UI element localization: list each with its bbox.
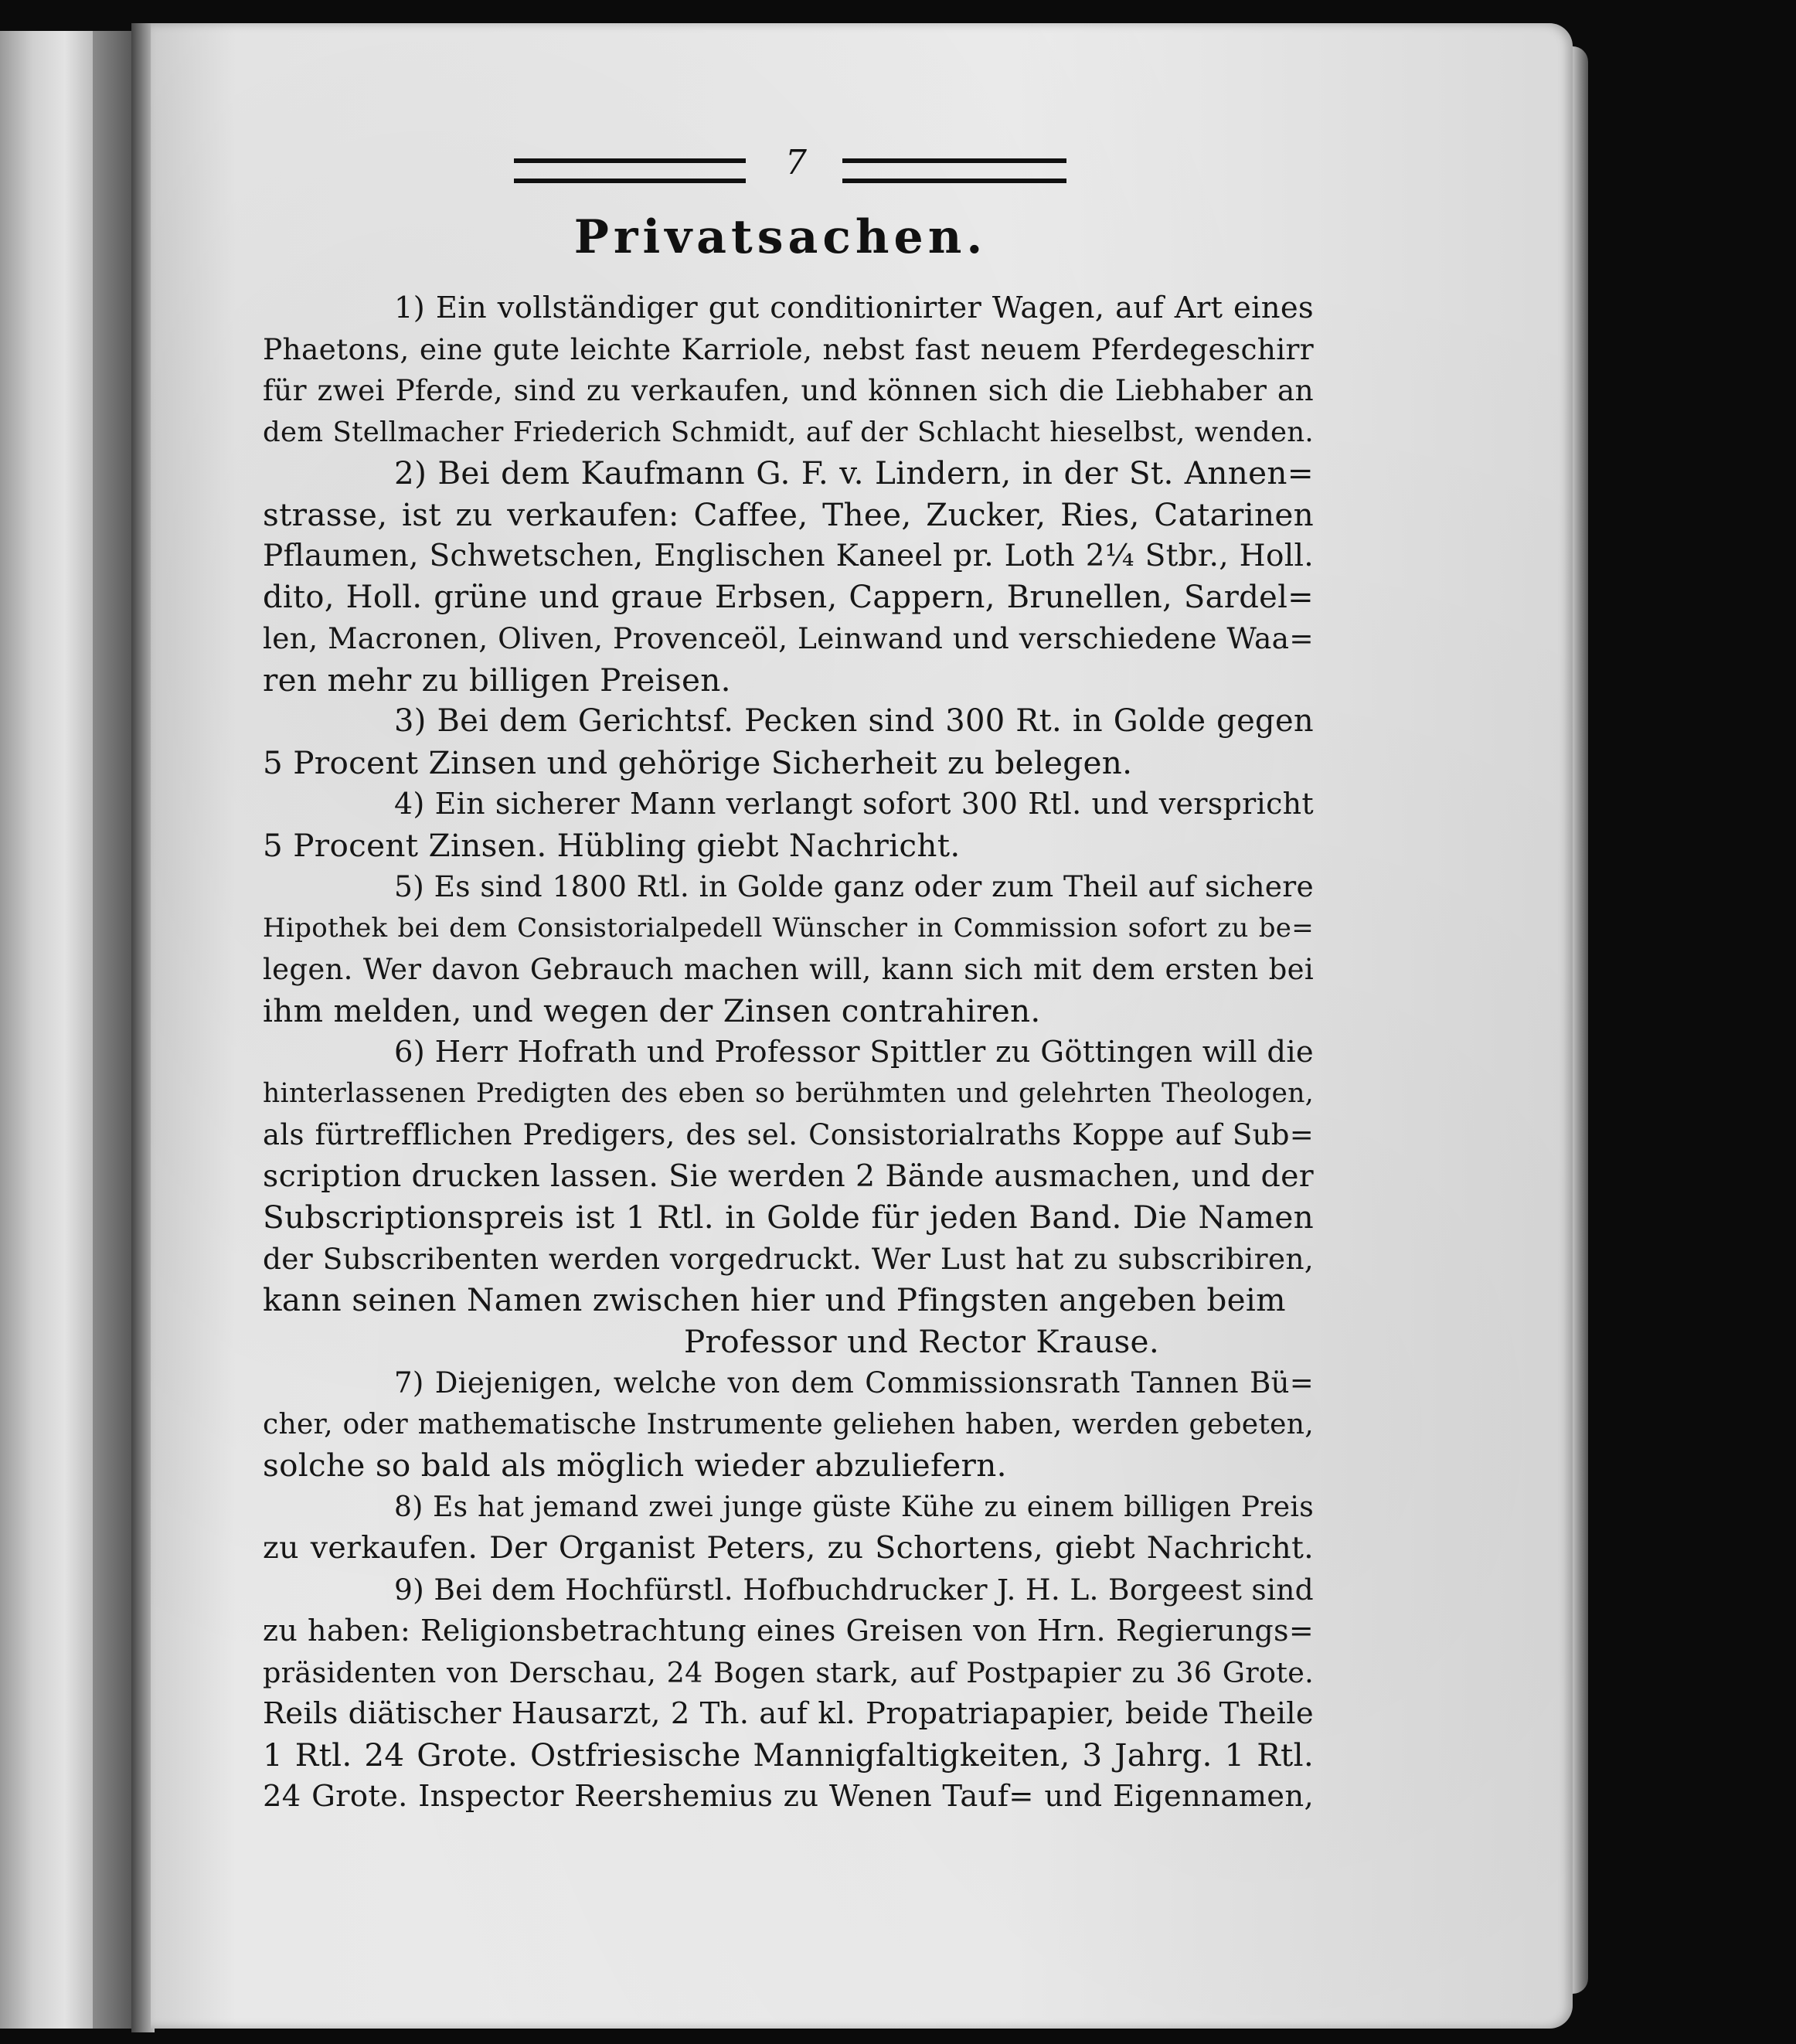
left-page-edge <box>0 31 93 2029</box>
paragraph-8 <box>263 1487 1314 1570</box>
text-line: ren mehr zu billigen Preisen. <box>263 661 731 699</box>
text-line: präsidenten von Derschau, 24 Bogen stark, auf Postpapier zu 36 Grote. <box>263 1655 1314 1689</box>
text-line: 7) Diejenigen, welche von dem Commissionsrath Tannen Bü= <box>394 1366 1314 1400</box>
paragraph-5 <box>263 866 1314 1032</box>
left-page-shadow <box>93 31 131 2029</box>
text-line: len, Macronen, Oliven, Provenceöl, Leinwand und verschiedene Waa= <box>263 621 1314 655</box>
text-line: 5 Procent Zinsen. Hübling giebt Nachricht. <box>263 826 961 864</box>
text-line: Reils diätischer Hausarzt, 2 Th. auf kl. Propatriapapier, beide Theile <box>263 1696 1314 1731</box>
text-line: 24 Grote. Inspector Reershemius zu Wenen Tauf= und Eigennamen, <box>263 1779 1314 1814</box>
body-text <box>263 287 1314 1818</box>
text-line: 2) Bei dem Kaufmann G. F. v. Lindern, in der St. Annen= <box>394 454 1314 491</box>
text-line: dito, Holl. grüne und graue Erbsen, Cappern, Brunellen, Sardel= <box>263 579 1314 615</box>
text-line: scription drucken lassen. Sie werden 2 Bände ausmachen, und der <box>263 1158 1314 1194</box>
text-line: der Subscribenten werden vorgedruckt. Wer Lust hat zu subscribiren, <box>263 1241 1314 1276</box>
text-line: 6) Herr Hofrath und Professor Spittler zu Göttingen will die <box>394 1035 1315 1070</box>
paragraph-3 <box>263 701 1314 784</box>
text-line: zu haben: Religionsbetrachtung eines Greisen von Hrn. Regierungs= <box>263 1614 1314 1648</box>
text-line: dem Stellmacher Friederich Schmidt, auf der Schlacht hieselbst, wenden. <box>263 416 1314 448</box>
text-line: Subscriptionspreis ist 1 Rtl. in Golde für jeden Band. Die Namen <box>263 1199 1314 1236</box>
page-right-edge <box>1573 46 1588 1994</box>
text-line: 8) Es hat jemand zwei junge güste Kühe zu einem billigen Preis <box>394 1491 1314 1523</box>
page-number: 7 <box>785 143 807 182</box>
text-line: Pflaumen, Schwetschen, Englischen Kaneel pr. Loth 2¼ Stbr., Holl. <box>263 539 1314 573</box>
text-line: Phaetons, eine gute leichte Karriole, nebst fast neuem Pferdegeschirr <box>263 332 1314 366</box>
section-title: Privatsachen. <box>573 210 988 264</box>
text-line: 5 Procent Zinsen und gehörige Sicherheit zu belegen. <box>263 743 1133 781</box>
text-line: als fürtrefflichen Predigers, des sel. Consistorialraths Koppe auf Sub= <box>263 1118 1314 1151</box>
text-line: 5) Es sind 1800 Rtl. in Golde ganz oder zum Theil auf sichere <box>394 869 1314 903</box>
text-line: strasse, ist zu verkaufen: Caffee, Thee, Zucker, Ries, Catarinen <box>263 495 1314 533</box>
text-line: kann seinen Namen zwischen hier und Pfingsten angeben beim <box>263 1281 1286 1318</box>
text-line: 9) Bei dem Hochfürstl. Hofbuchdrucker J. H. L. Borgeest sind <box>394 1572 1314 1607</box>
header-rule-left <box>514 158 746 183</box>
paragraph-1 <box>263 287 1314 453</box>
text-line: Hipothek bei dem Consistorialpedell Wünscher in Commission sofort zu be= <box>263 912 1314 944</box>
text-line: 4) Ein sicherer Mann verlangt sofort 300 Rtl. und verspricht <box>394 787 1314 821</box>
text-line: legen. Wer davon Gebrauch machen will, kann sich mit dem ersten bei <box>263 953 1314 986</box>
text-line: 1) Ein vollständiger gut conditionirter Wagen, auf Art eines <box>394 291 1314 325</box>
header-rule-right <box>842 158 1066 183</box>
paragraph-4 <box>263 784 1314 866</box>
paragraph-9 <box>263 1570 1314 1818</box>
text-line: solche so bald als möglich wieder abzuliefern. <box>263 1447 1007 1484</box>
text-line: 3) Bei dem Gerichtsf. Pecken sind 300 Rt. in Golde gegen <box>394 703 1314 739</box>
paragraph-6 <box>263 1032 1314 1362</box>
text-line: hinterlassenen Predigten des eben so berühmten und gelehrten Theologen, <box>263 1077 1314 1109</box>
text-line: cher, oder mathematische Instrumente geliehen haben, werden gebeten, <box>263 1408 1314 1440</box>
signature-line: Professor und Rector Krause. <box>683 1322 1159 1360</box>
page-header <box>514 143 1066 189</box>
paragraph-2 <box>263 453 1314 701</box>
paragraph-7 <box>263 1362 1314 1487</box>
text-line: zu verkaufen. Der Organist Peters, zu Schortens, giebt Nachricht. <box>263 1530 1314 1566</box>
text-line: für zwei Pferde, sind zu verkaufen, und können sich die Liebhaber an <box>263 373 1314 407</box>
text-line: 1 Rtl. 24 Grote. Ostfriesische Mannigfaltigkeiten, 3 Jahrg. 1 Rtl. <box>263 1736 1314 1774</box>
text-line: ihm melden, und wegen der Zinsen contrahiren. <box>263 991 1041 1029</box>
